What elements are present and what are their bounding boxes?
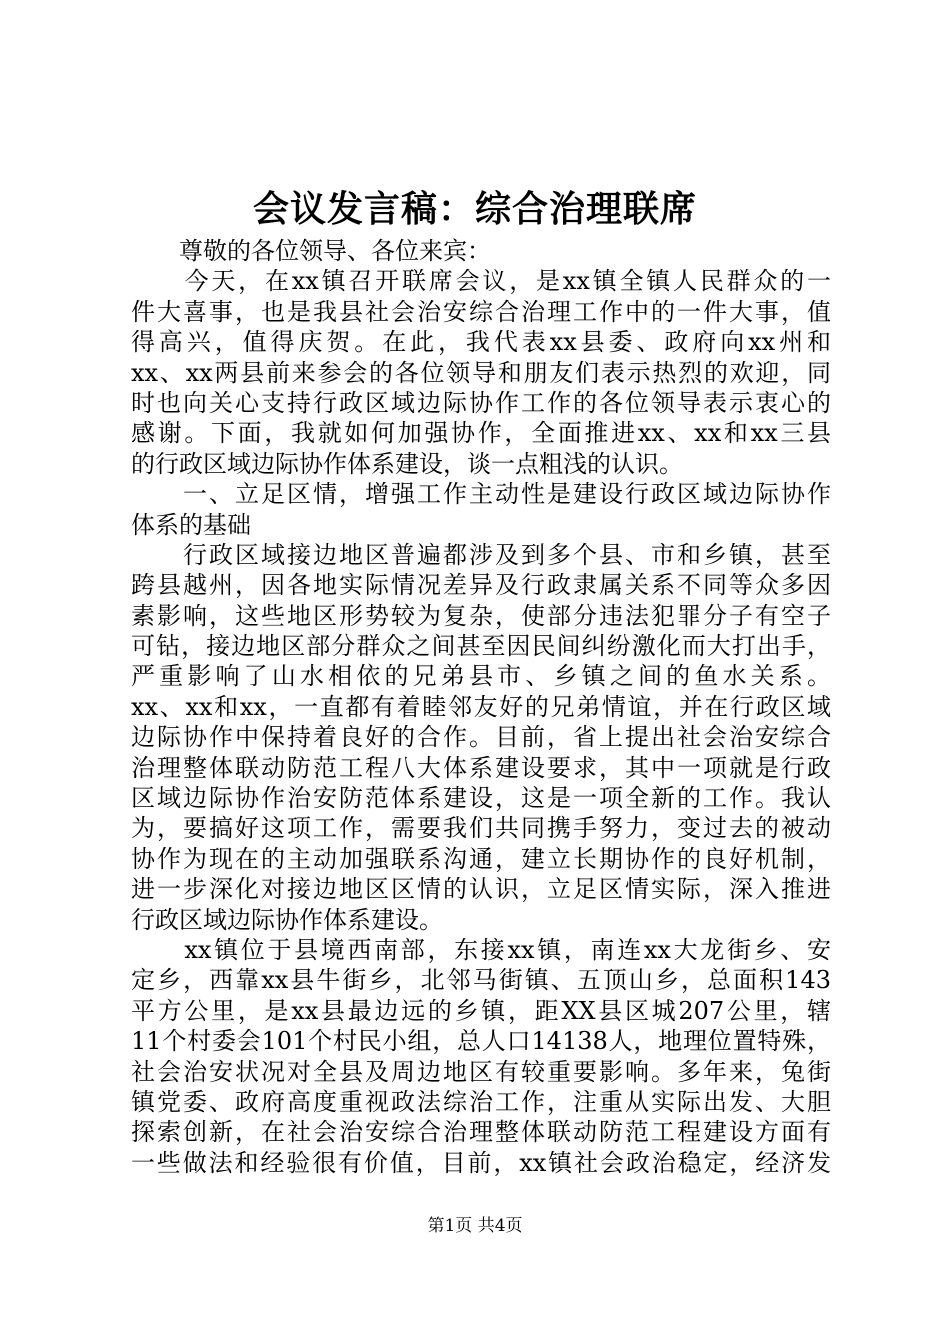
text-line: 社会治安状况对全县及周边地区有较重要影响。多年来，兔街	[131, 1057, 831, 1086]
text-line: 探索创新，在社会治安综合治理整体联动防范工程建设方面有	[131, 1118, 831, 1147]
text-line: 行政区域接边地区普遍都涉及到多个县、市和乡镇，甚至	[131, 540, 831, 569]
text-line: xx、xx两县前来参会的各位领导和朋友们表示热烈的欢迎，同	[131, 358, 831, 387]
text-line: 时也向关心支持行政区域边际协作工作的各位领导表示衷心的	[131, 388, 831, 417]
text-line: 件大喜事，也是我县社会治安综合治理工作中的一件大事，值	[131, 297, 831, 326]
text-line: 素影响，这些地区形势较为复杂，使部分违法犯罪分子有空子	[131, 601, 831, 630]
text-line: 跨县越州，因各地实际情况差异及行政隶属关系不同等众多因	[131, 571, 831, 600]
text-line: 严重影响了山水相依的兄弟县市、乡镇之间的鱼水关系。	[131, 662, 831, 691]
text-line: 得高兴，值得庆贺。在此，我代表xx县委、政府向xx州和	[131, 328, 831, 357]
text-line: 进一步深化对接边地区区情的认识，立足区情实际，深入推进	[131, 875, 831, 904]
text-line: 今天，在xx镇召开联席会议，是xx镇全镇人民群众的一	[131, 267, 831, 296]
text-line: 可钻，接边地区部分群众之间甚至因民间纠纷激化而大打出手，	[131, 632, 831, 661]
text-line: 区域边际协作治安防范体系建设，这是一项全新的工作。我认	[131, 784, 831, 813]
text-line: 11个村委会101个村民小组，总人口14138人，地理位置特殊，	[131, 1027, 831, 1056]
text-line: 边际协作中保持着良好的合作。目前，省上提出社会治安综合	[131, 723, 831, 752]
text-line: 行政区域边际协作体系建设。	[131, 905, 443, 934]
text-line: xx、xx和xx，一直都有着睦邻友好的兄弟情谊，并在行政区域	[131, 692, 831, 721]
document-body	[131, 236, 831, 1178]
text-line: 体系的基础	[131, 510, 251, 539]
text-line: 一、立足区情，增强工作主动性是建设行政区域边际协作	[131, 480, 831, 509]
text-line: 一些做法和经验很有价值，目前，xx镇社会政治稳定，经济发	[131, 1148, 831, 1177]
text-line: xx镇位于县境西南部，东接xx镇，南连xx大龙街乡、安	[131, 935, 831, 964]
text-line: 定乡，西靠xx县牛街乡，北邻马街镇、五顶山乡，总面积143	[131, 966, 831, 995]
document-title: 会议发言稿：综合治理联席	[252, 188, 697, 230]
text-line: 为，要搞好这项工作，需要我们共同携手努力，变过去的被动	[131, 814, 831, 843]
text-line: 平方公里，是xx县最边远的乡镇，距XX县区城207公里，辖	[131, 996, 831, 1025]
text-line: 感谢。下面，我就如何加强协作，全面推进xx、xx和xx三县	[131, 419, 831, 448]
text-line: 治理整体联动防范工程八大体系建设要求，其中一项就是行政	[131, 753, 831, 782]
page-number: 第1页 共4页	[427, 1216, 523, 1236]
text-line: 的行政区域边际协作体系建设，谈一点粗浅的认识。	[131, 449, 683, 478]
text-line: 镇党委、政府高度重视政法综治工作，注重从实际出发、大胆	[131, 1087, 831, 1116]
text-line: 协作为现在的主动加强联系沟通，建立长期协作的良好机制，	[131, 844, 831, 873]
text-line: 尊敬的各位领导、各位来宾：	[131, 237, 491, 265]
